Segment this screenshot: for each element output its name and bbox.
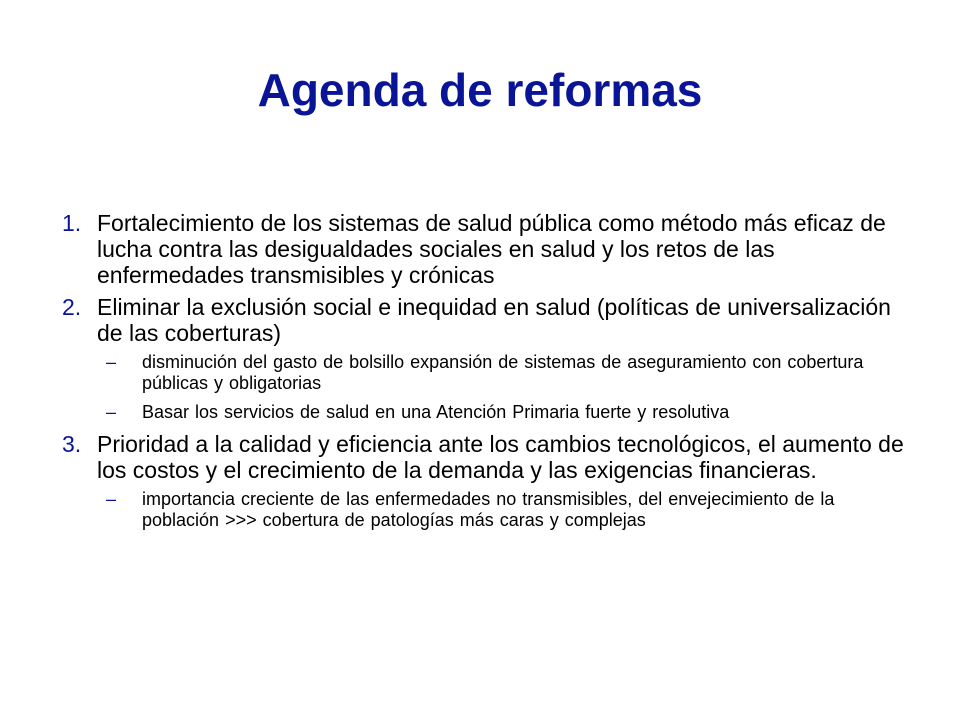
item-text: Fortalecimiento de los sistemas de salud pública como método más eficaz de lucha contra las desigualdades sociales en salud y los retos de las enfermedades transmisibles y crónicas: [97, 210, 886, 288]
item-text: Prioridad a la calidad y eficiencia ante los cambios tecnológicos, el aumento de los costos y el crecimiento de la demanda y las exigencias financieras.: [97, 431, 904, 483]
agenda-item-2: [62, 294, 912, 346]
slide-title: Agenda de reformas: [257, 64, 703, 116]
dash-marker: –: [106, 402, 117, 422]
agenda-item-1: [62, 210, 912, 288]
item-number: 3.: [62, 431, 82, 457]
subitem-text: importancia creciente de las enfermedades no transmisibles, del envejecimiento de la población >>> cobertura de patologías más caras y complejas: [142, 489, 835, 530]
item-number: 2.: [62, 294, 82, 320]
agenda-list: [62, 210, 912, 539]
item-text: Eliminar la exclusión social e inequidad en salud (políticas de universalización de las coberturas): [97, 294, 891, 346]
agenda-subitem: [62, 352, 912, 394]
agenda-subitem: [62, 402, 912, 423]
agenda-item-3: [62, 431, 912, 483]
dash-marker: –: [106, 489, 117, 509]
item-number: 1.: [62, 210, 82, 236]
agenda-subitem: [62, 489, 912, 531]
dash-marker: –: [106, 352, 117, 372]
subitem-text: disminución del gasto de bolsillo expansión de sistemas de aseguramiento con cobertura públicas y obligatorias: [142, 352, 864, 393]
subitem-text: Basar los servicios de salud en una Atención Primaria fuerte y resolutiva: [142, 402, 730, 422]
